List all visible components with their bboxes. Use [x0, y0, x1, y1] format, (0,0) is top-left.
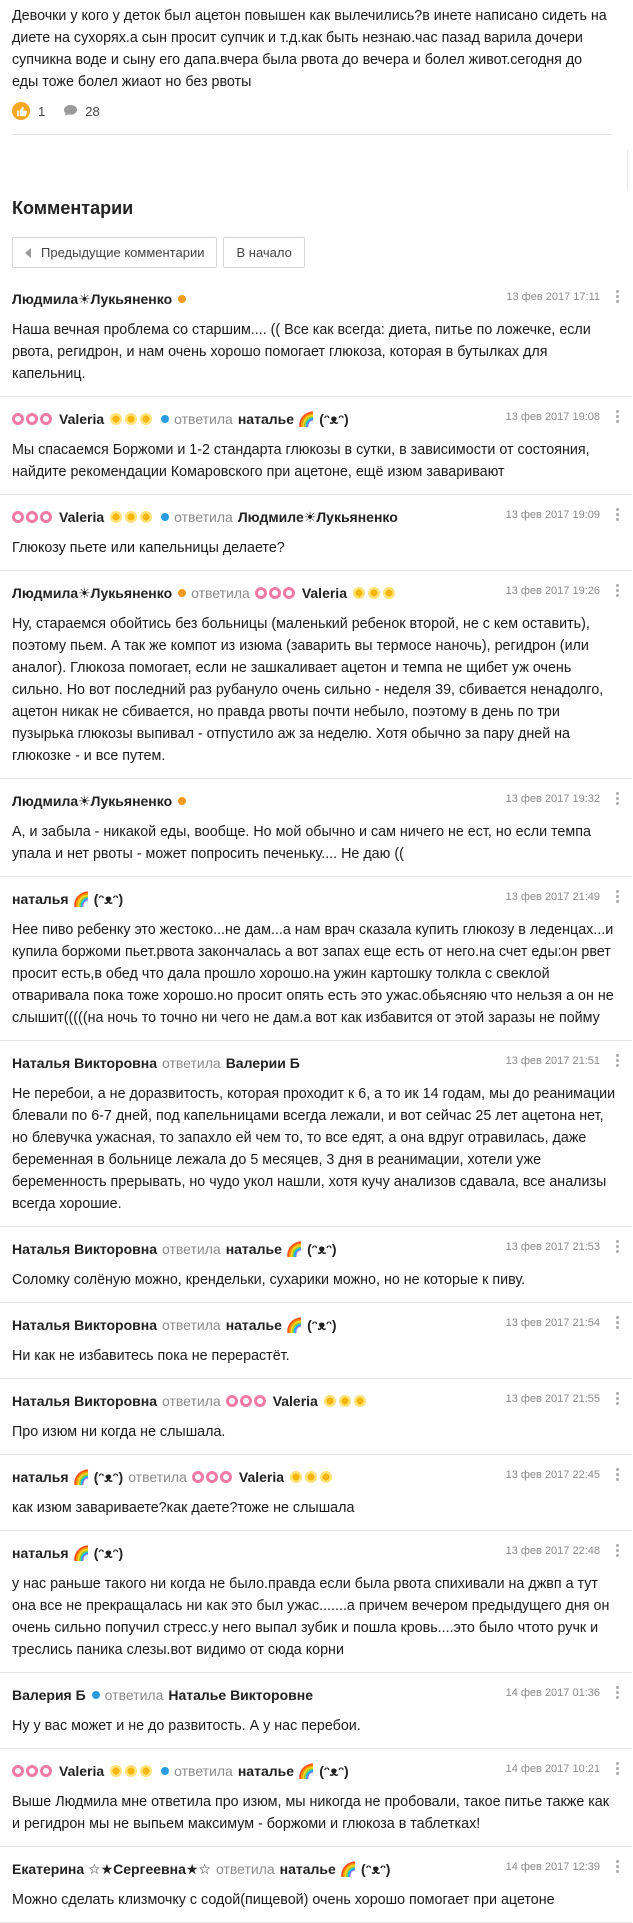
comment-item [0, 1379, 632, 1455]
more-options-icon[interactable] [616, 410, 620, 424]
reply-word: ответила [191, 585, 250, 601]
comment-author[interactable]: Людмила☀Лукьяненко [12, 584, 173, 601]
comment-author[interactable]: Valeria [59, 411, 105, 427]
comment-text: у нас раньше такого ни когда не было.правда если была рвота спихивали на джвп а тут она все не прекращалась ни как это был ужас.......а причем вечером предыдущего дня он очень сильно попучил стресс.у него выпал зубик и пошла кровь....это было чтото ручк и треслись паника слезы.вот видимо от сюда корни [12, 1576, 610, 1658]
more-options-icon[interactable] [616, 1860, 620, 1874]
comment-item [0, 877, 632, 1041]
comment-timestamp: 13 фев 2017 21:49 [505, 891, 600, 903]
comment-text: Не перебои, а не доразвитость, которая проходит к 6, а то ик 14 годам, мы до реанимации блевали по 6-7 дней, под капельницами всегда лежали, и вот сейчас 25 лет ацетона нет, но блевучка ужасная, то запахло ей чем то, то все едят, а она вдруг отравилась, даже беременная в больнице лежала до 5 месяцев, 3 дня в реанимации, хотели уже беременность прерывать, но чудо укол нашли, хотя кучу анализов сдавала, все анализы всегда хорошие. [12, 1086, 616, 1212]
reply-word: ответила [174, 509, 233, 525]
comment-text: Выше Людмила мне ответила про изюм, мы никогда не пробовали, такое питье также как и регидрон мы не выпьем максимум - боржоми и глюкоза в таблетках! [12, 1794, 610, 1832]
comment-timestamp: 13 фев 2017 19:09 [505, 509, 600, 521]
thumbs-up-icon[interactable] [12, 102, 30, 120]
to-start-label: В начало [236, 245, 292, 260]
scroll-edge [627, 150, 633, 190]
comment-text: Глюкозу пьете или капельницы делаете? [12, 540, 285, 556]
comment-item [0, 495, 632, 571]
suns-icon [353, 587, 398, 599]
online-status-icon [92, 1691, 100, 1699]
reply-target[interactable]: Наталье Викторовне [168, 1687, 313, 1703]
more-options-icon[interactable] [616, 890, 620, 904]
comment-item [0, 397, 632, 495]
likes-count: 1 [38, 103, 46, 119]
comment-text: как изюм завариваете?как даете?тоже не слышала [12, 1500, 355, 1516]
more-options-icon[interactable] [616, 1392, 620, 1406]
reply-target[interactable]: натальe 🌈 (ᵔᴥᵔ) [237, 1762, 349, 1779]
reply-target[interactable]: Valeria [301, 585, 347, 601]
comment-text: Можно сделать клизмочку с содой(пищевой) очень хорошо помогает при ацетоне [12, 1892, 555, 1908]
comment-author[interactable]: Екатерина ☆★Сергеевна★☆ [12, 1860, 211, 1877]
comment-text: Соломку солёную можно, крендельки, сухарики можно, но не которые к пиву. [12, 1272, 526, 1288]
comment-author[interactable]: Наталья Викторовна [12, 1241, 157, 1257]
more-options-icon[interactable] [616, 1240, 620, 1254]
reply-word: ответила [174, 1763, 233, 1779]
flowers-icon [12, 511, 54, 523]
flowers-icon [192, 1471, 234, 1483]
comment-item [0, 1531, 632, 1673]
more-options-icon[interactable] [616, 792, 620, 806]
comment-item [0, 1673, 632, 1749]
comment-item [0, 277, 632, 397]
comment-timestamp: 13 фев 2017 22:48 [505, 1545, 600, 1557]
suns-icon [110, 511, 155, 523]
comment-author[interactable]: наталья 🌈 (ᵔᴥᵔ) [12, 1544, 124, 1561]
comment-timestamp: 13 фев 2017 19:26 [505, 585, 600, 597]
to-start-button[interactable] [223, 237, 304, 268]
comment-timestamp: 13 фев 2017 19:08 [505, 411, 600, 423]
comment-item [0, 779, 632, 877]
comment-text: Нее пиво ребенку это жестоко...не дам...а нам врач сказала купить глюкозу в леденцах...и купила боржоми пьет.рвота закончалась а вот запах еще есть от него.на счет еды:он рвет просит есть,в обед что дала прошло хорошо.на ужин картошку толкла с свеклой отваривала пока тоже хорошо.но просит опять есть это ужас.обьясняю что нельзя а он не слышит(((((на ночь то точно ни чего не дам.а вот как избавится от этой заразы не пойму [12, 922, 614, 1026]
more-options-icon[interactable] [616, 1468, 620, 1482]
comment-author[interactable]: Людмила☀Лукьяненко [12, 792, 173, 809]
reply-word: ответила [215, 1861, 275, 1877]
flowers-icon [12, 1765, 54, 1777]
comment-timestamp: 13 фев 2017 21:54 [505, 1317, 600, 1329]
speech-bubble-icon[interactable] [63, 104, 79, 118]
reply-word: ответила [104, 1687, 164, 1703]
comment-item [0, 1303, 632, 1379]
flowers-icon [255, 587, 297, 599]
reply-word: ответила [162, 1393, 221, 1409]
online-status-icon [178, 797, 186, 805]
reply-word: ответила [162, 1055, 221, 1071]
comment-timestamp: 14 фев 2017 12:39 [505, 1861, 600, 1873]
comment-author[interactable]: Валерия Б [12, 1687, 86, 1703]
comment-text: Наша вечная проблема со старшим.... (( Все как всегда: диета, питье по ложечке, если рвота, регидрон, и нам очень хорошо помогает глюкоза, которая в бутылках для капельниц. [12, 322, 591, 382]
previous-comments-button[interactable] [12, 237, 217, 268]
reply-target[interactable]: натальe 🌈 (ᵔᴥᵔ) [225, 1316, 337, 1333]
comment-item [0, 1227, 632, 1303]
previous-comments-label: Предыдущие комментарии [41, 245, 205, 260]
comment-item [0, 1041, 632, 1227]
reply-word: ответила [162, 1317, 221, 1333]
suns-icon [110, 413, 155, 425]
comment-author[interactable]: Наталья Викторовна [12, 1317, 157, 1333]
reply-target[interactable]: Valeria [238, 1469, 285, 1485]
more-options-icon[interactable] [616, 1762, 620, 1776]
comment-author[interactable]: наталья 🌈 (ᵔᴥᵔ) [12, 890, 124, 907]
comment-timestamp: 14 фев 2017 01:36 [505, 1687, 600, 1699]
comment-author[interactable]: Людмила☀Лукьяненко [12, 290, 173, 307]
comments-list [0, 277, 632, 1923]
comment-text: Ну у вас может и не до развитость. А у нас перебои. [12, 1718, 361, 1734]
online-status-icon [178, 295, 186, 303]
more-options-icon[interactable] [616, 508, 620, 522]
suns-icon [110, 1765, 155, 1777]
online-status-icon [161, 415, 169, 423]
flowers-icon [12, 413, 54, 425]
online-status-icon [161, 513, 169, 521]
comment-item [0, 571, 632, 779]
comments-pager [12, 237, 311, 268]
comment-timestamp: 13 фев 2017 21:53 [505, 1241, 600, 1253]
comment-timestamp: 13 фев 2017 17:11 [506, 291, 600, 303]
comment-timestamp: 14 фев 2017 10:21 [505, 1763, 600, 1775]
comment-timestamp: 13 фев 2017 21:51 [505, 1055, 600, 1067]
comment-author[interactable]: Наталья Викторовна [12, 1393, 157, 1409]
suns-icon [290, 1471, 335, 1483]
online-status-icon [161, 1767, 169, 1775]
comment-timestamp: 13 фев 2017 19:32 [505, 793, 600, 805]
comment-text: Ни как не избавитесь пока не перерастёт. [12, 1348, 290, 1364]
comments-count: 28 [85, 103, 100, 119]
reply-word: ответила [162, 1241, 221, 1257]
reply-target[interactable]: натальe 🌈 (ᵔᴥᵔ) [279, 1860, 391, 1877]
comment-author[interactable]: Valeria [59, 509, 105, 525]
reply-target[interactable]: Valeria [272, 1393, 318, 1409]
more-options-icon[interactable] [616, 1054, 620, 1068]
reply-target[interactable]: натальe 🌈 (ᵔᴥᵔ) [225, 1240, 337, 1257]
chevron-left-icon [25, 248, 31, 258]
flowers-icon [226, 1395, 268, 1407]
reply-target[interactable]: натальe 🌈 (ᵔᴥᵔ) [237, 410, 349, 427]
comment-item [0, 1455, 632, 1531]
more-options-icon[interactable] [616, 1316, 620, 1330]
post-meta [12, 102, 612, 120]
comment-text: Мы спасаемся Боржоми и 1-2 стандарта глюкозы в сутки, в зависимости от состояния, найдите рекомендации Комаровского при ацетоне, ещё изюм заваривают [12, 442, 590, 480]
comment-item [0, 1847, 632, 1923]
more-options-icon[interactable] [616, 584, 620, 598]
more-options-icon[interactable] [616, 1686, 620, 1700]
comment-text: Ну, стараемся обойтись без больницы (маленький ребенок второй, не с кем оставить), поэтому пьем. А так же компот из изюма (заварить вы термосе наночь), регидрон (или аналог). Глюкоза помогает, если не зашкаливает ацетон и темпа не щибет уж очень сильно. Но вот последний раз рубануло очень сильно - неделя 39, сбивается ненадолго, ацетон никак не сбивается, но правда рвоты почти небыло, поэтому в день по три пузырька глюкозы выпивал - отпустило аж за неделю. Хотя обычно за пару дней на глюкозке - и все путем. [12, 616, 604, 764]
more-options-icon[interactable] [616, 290, 620, 304]
reply-target[interactable]: Валерии Б [225, 1055, 300, 1071]
comments-title: Комментарии [12, 198, 134, 218]
reply-word: ответила [174, 411, 233, 427]
online-status-icon [178, 589, 186, 597]
comment-author[interactable]: наталья 🌈 (ᵔᴥᵔ) [12, 1468, 124, 1485]
comment-text: А, и забыла - никакой еды, вообще. Но мой обычно и сам ничего не ест, но если темпа упала и нет рвоты - может попросить печеньку.... Не даю (( [12, 824, 591, 862]
comment-timestamp: 13 фев 2017 21:55 [505, 1393, 600, 1405]
post-text: Девочки у кого у деток был ацетон повышен как вылечились?в инете написано сидеть на диете на сухорях.а сын просит супчик и т.д.как быть незнаю.час пазад варила дочери супчикна воде и сыну его дапа.вчера была рвота до вечера и болел живот.сегодня до еды тоже болел жиаот но без рвоты [12, 8, 607, 90]
divider [12, 134, 612, 135]
more-options-icon[interactable] [616, 1544, 620, 1558]
comment-text: Про изюм ни когда не слышала. [12, 1424, 226, 1440]
question-post [0, 0, 624, 135]
comment-timestamp: 13 фев 2017 22:45 [505, 1469, 600, 1481]
suns-icon [324, 1395, 369, 1407]
reply-target[interactable]: Людмиле☀Лукьяненко [237, 508, 398, 525]
comment-author[interactable]: Наталья Викторовна [12, 1055, 157, 1071]
comment-item [0, 1749, 632, 1847]
reply-word: ответила [128, 1469, 187, 1485]
comment-author[interactable]: Valeria [59, 1763, 105, 1779]
